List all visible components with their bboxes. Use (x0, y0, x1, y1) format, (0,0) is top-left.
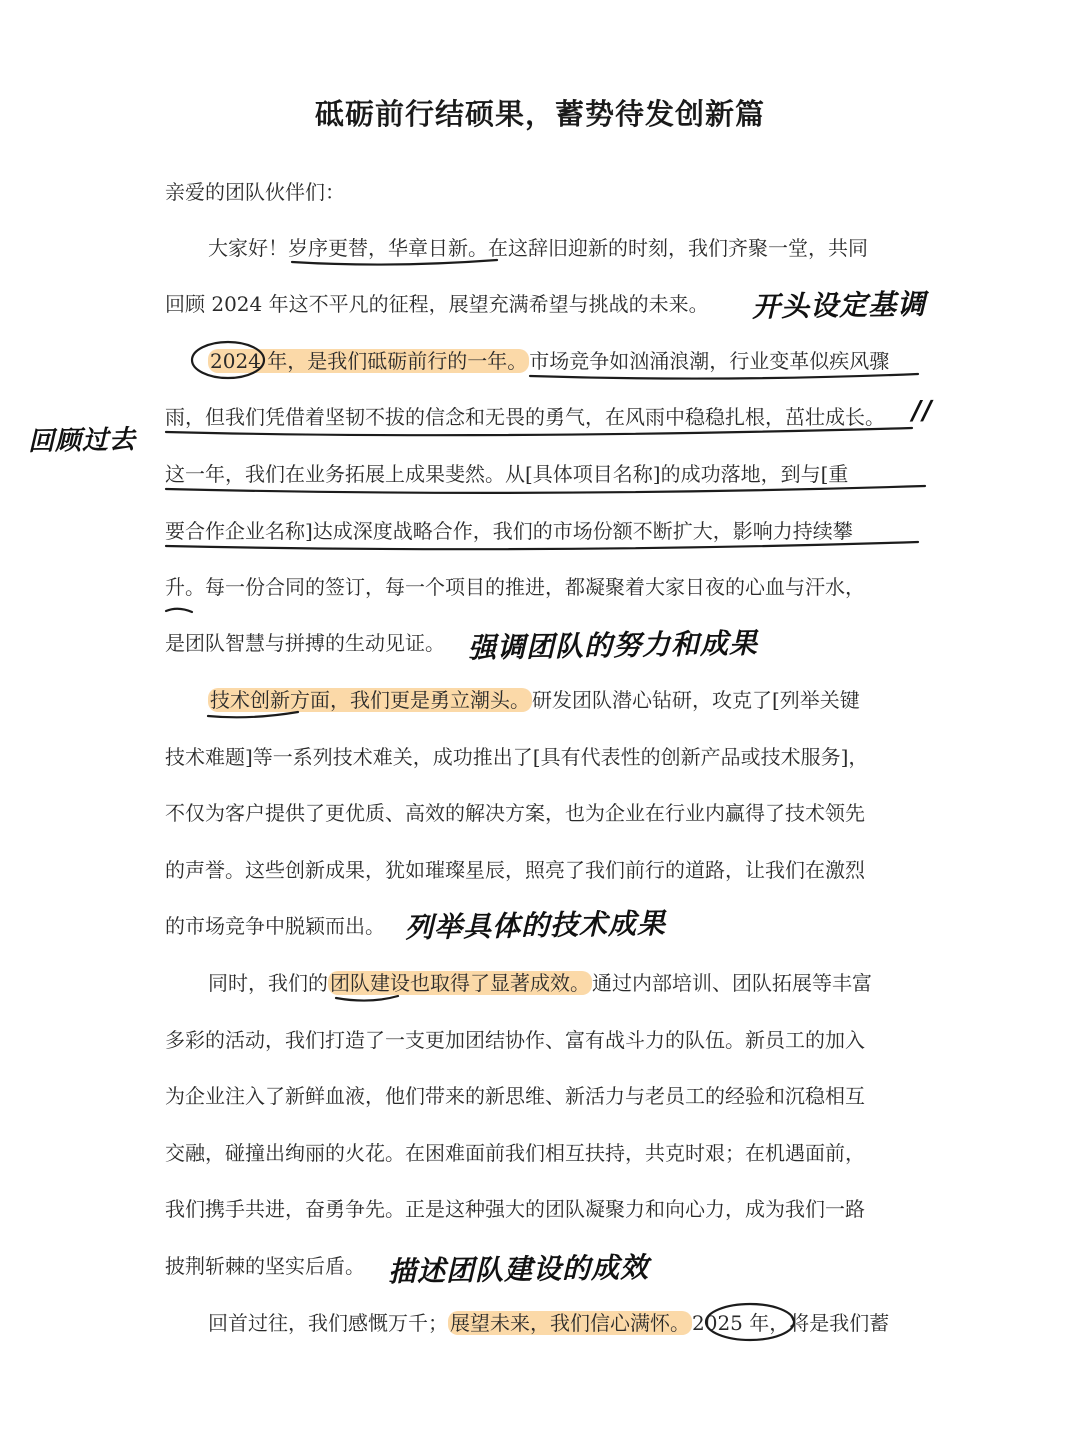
p4-line-5: 我们携手共进，奋勇争先。正是这种强大的团队凝聚力和向心力，成为我们一路 (165, 1197, 865, 1221)
text-span: 回首过往，我们感慨万千； (208, 1311, 448, 1335)
text-span: 通过内部培训、团队拓展等丰富 (592, 971, 872, 995)
p1-line-2: 回顾 2024 年这不平凡的征程，展望充满希望与挑战的未来。 (165, 292, 709, 316)
greeting: 亲爱的团队伙伴们： (165, 180, 345, 204)
annotation-review: 回顾过去 (27, 425, 137, 457)
annotation-tech-results: 列举具体的技术成果 (404, 906, 667, 945)
p2-line-6: 是团队智慧与拼搏的生动见证。 (165, 631, 445, 655)
p3-line-3: 不仅为客户提供了更优质、高效的解决方案，也为企业在行业内赢得了技术领先 (165, 801, 865, 825)
p2-line-4: 要合作企业名称]达成深度战略合作，我们的市场份额不断扩大，影响力持续攀 (165, 519, 853, 543)
annotation-opening: 开头设定基调 (751, 287, 927, 324)
text-span: 市场竞争如汹涌浪潮，行业变革似疾风骤 (529, 349, 890, 373)
highlight-phrase: 技术创新方面，我们更是勇立潮头。 (210, 688, 530, 712)
p3-line-1 (208, 685, 925, 715)
p4-line-4: 交融，碰撞出绚丽的火花。在困难面前我们相互扶持，共克时艰；在机遇面前， (165, 1141, 865, 1165)
text-span: 2025 年，将是我们蓄 (692, 1311, 890, 1335)
p2-line-5: 升。每一份合同的签订，每一个项目的推进，都凝聚着大家日夜的心血与汗水， (165, 575, 865, 599)
p4-line-1 (208, 968, 925, 998)
text-span: 研发团队潜心钻研，攻克了[列举关键 (532, 688, 860, 712)
p1-line-1: 大家好！岁序更替，华章日新。在这辞旧迎新的时刻，我们齐聚一堂，共同 (208, 236, 868, 260)
p2-line-2: 雨，但我们凭借着坚韧不拔的信念和无畏的勇气，在风雨中稳稳扎根，茁壮成长。 (165, 405, 885, 429)
p3-line-4: 的声誉。这些创新成果，犹如璀璨星辰，照亮了我们前行的道路，让我们在激烈 (165, 858, 865, 882)
p3-line-2: 技术难题]等一系列技术难关，成功推出了[具有代表性的创新产品或技术服务]， (165, 745, 869, 769)
p2-line-3: 这一年，我们在业务拓展上成果斐然。从[具体项目名称]的成功落地，到与[重 (165, 462, 849, 486)
highlight-phrase: 展望未来，我们信心满怀。 (450, 1311, 690, 1335)
annotation-team-building: 描述团队建设的成效 (387, 1250, 650, 1289)
page-title: 砥砺前行结硕果，蓄势待发创新篇 (314, 97, 765, 131)
p4-line-2: 多彩的活动，我们打造了一支更加团结协作、富有战斗力的队伍。新员工的加入 (165, 1028, 865, 1052)
p4-line-6: 披荆斩棘的坚实后盾。 (165, 1254, 365, 1278)
annotation-mark: // (911, 395, 934, 427)
highlight-phrase: 团队建设也取得了显著成效。 (330, 971, 590, 995)
text-span: 同时，我们的 (208, 971, 328, 995)
p2-line-1 (208, 346, 925, 376)
p4-line-3: 为企业注入了新鲜血液，他们带来的新思维、新活力与老员工的经验和沉稳相互 (165, 1084, 865, 1108)
underline-mark (166, 609, 192, 612)
p5-line-1 (208, 1308, 925, 1338)
p3-line-5: 的市场竞争中脱颖而出。 (165, 914, 385, 938)
annotation-team-effort: 强调团队的努力和成果 (467, 626, 759, 665)
highlight-phrase: 2024 年，是我们砥砺前行的一年。 (210, 349, 528, 373)
